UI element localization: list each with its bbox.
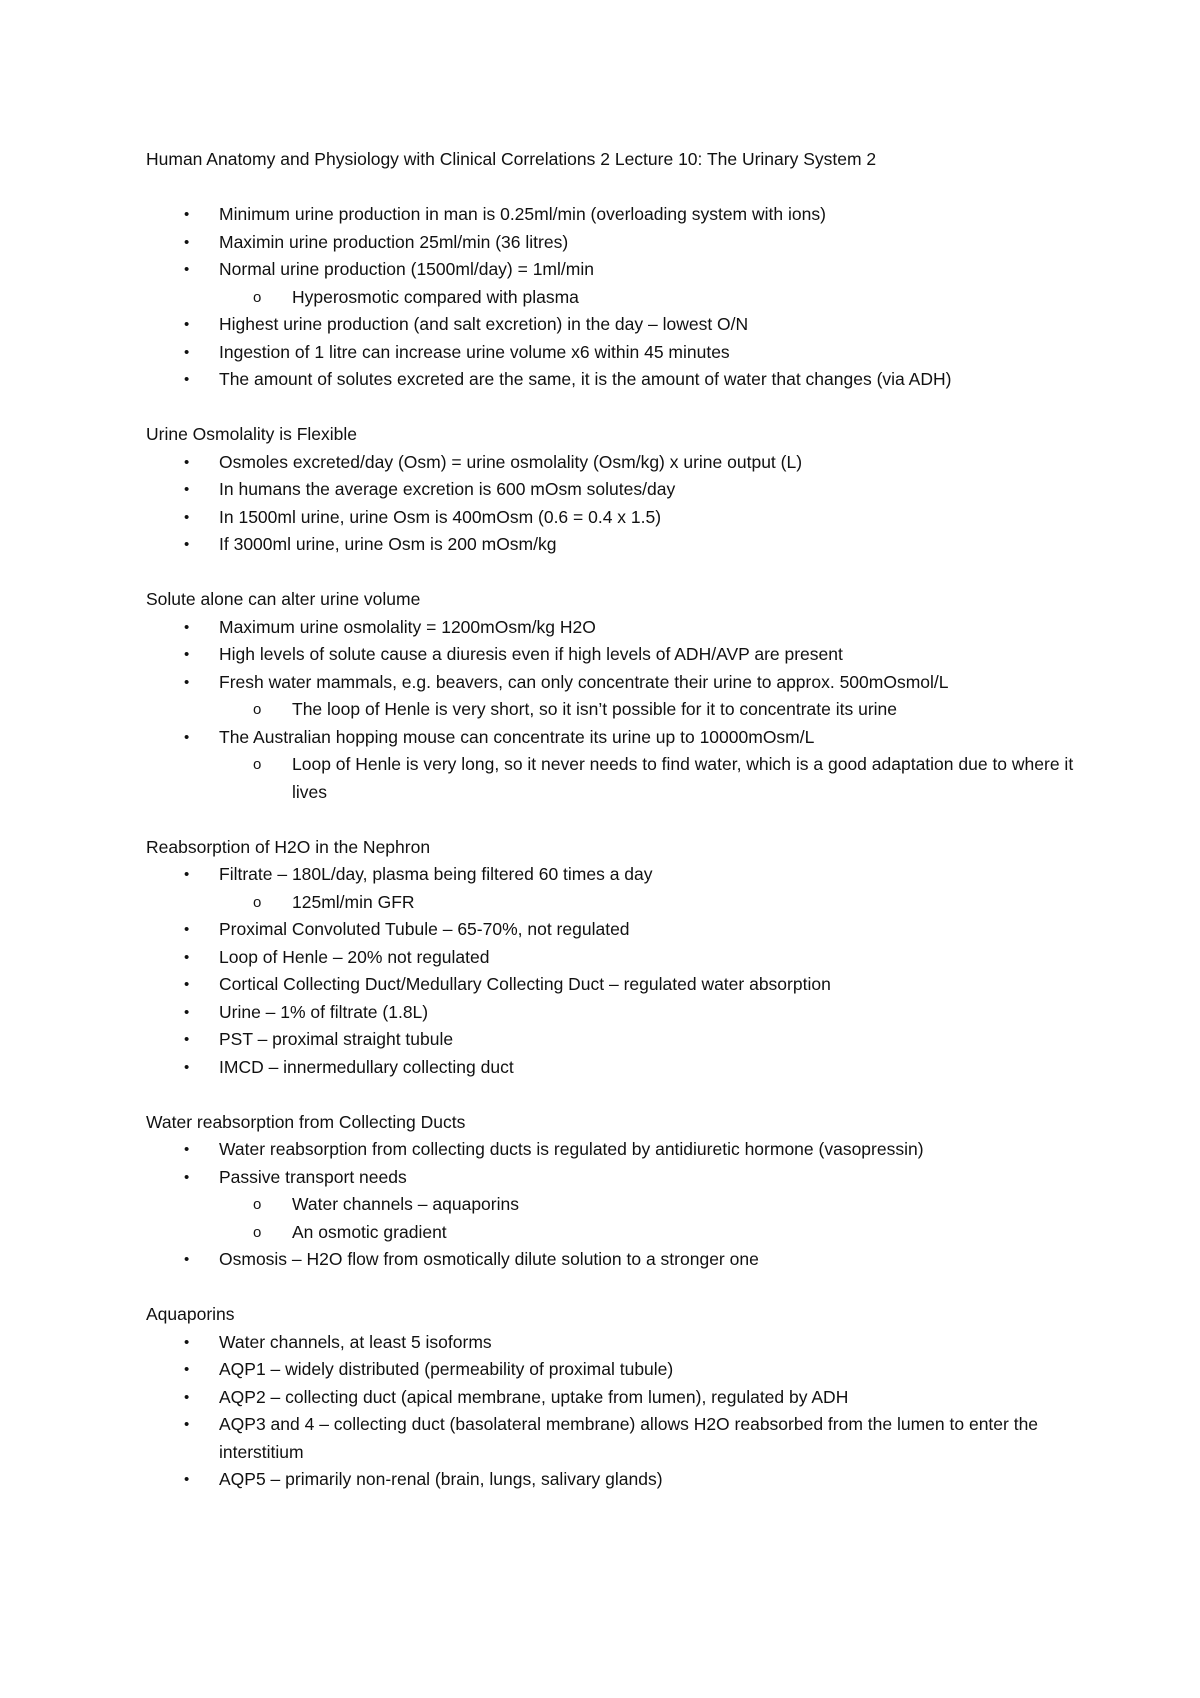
list-item-text: Maximum urine osmolality = 1200mOsm/kg H2O [219,616,596,637]
sections-container [146,201,1076,1494]
list-item [146,229,1076,257]
sub-bullet-list [219,751,1076,806]
list-item [146,1054,1076,1082]
bullet-icon: • [184,1471,190,1488]
bullet-icon: • [184,1416,190,1433]
list-item [146,724,1076,807]
sub-bullet-list [219,696,1076,724]
sub-list-item-text: 125ml/min GFR [292,891,415,912]
list-item [146,1411,1076,1466]
bullet-icon: • [184,261,190,278]
list-item [146,1164,1076,1247]
section-heading: Water reabsorption from Collecting Ducts [146,1111,466,1132]
list-item [146,531,1076,559]
list-item-text: Minimum urine production in man is 0.25ml/min (overloading system with ions) [219,204,826,224]
document-body [146,146,1076,1494]
section [146,1301,1076,1494]
list-item [146,1356,1076,1384]
bullet-icon: • [184,673,190,691]
list-item-text: AQP2 – collecting duct (apical membrane, uptake from lumen), regulated by ADH [219,1386,849,1407]
sub-list-item [219,1219,1076,1247]
bullet-icon: • [184,1361,190,1378]
sub-list-item [219,1191,1076,1219]
list-item [146,476,1076,504]
list-item-text: Ingestion of 1 litre can increase urine volume x6 within 45 minutes [219,341,730,362]
bullet-icon: • [184,206,190,223]
list-item-text: AQP1 – widely distributed (permeability of proximal tubule) [219,1359,674,1379]
bullet-icon: • [184,1168,190,1186]
sub-list-item-text: Loop of Henle is very long, so it never needs to find water, which is a good adaptation due to where it lives [292,754,1074,802]
sub-bullet-list [219,889,1076,917]
sub-list-item-text: The loop of Henle is very short, so it isn’t possible for it to concentrate its urine [292,699,898,719]
list-item [146,449,1076,477]
list-item [146,669,1076,724]
sub-bullet-icon: o [253,756,262,773]
bullet-icon: • [184,1333,190,1351]
list-item [146,311,1076,339]
list-item-text: AQP5 – primarily non-renal (brain, lungs, salivary glands) [219,1469,663,1489]
bullet-icon: • [184,1003,190,1021]
bullet-icon: • [184,646,190,663]
list-item-text: Normal urine production (1500ml/day) = 1ml/min [219,259,594,279]
section [146,1109,1076,1274]
bullet-icon: • [184,343,190,361]
section-heading: Aquaporins [146,1304,235,1324]
list-item-text: In humans the average excretion is 600 mOsm solutes/day [219,479,676,499]
list-item-text: Maximin urine production 25ml/min (36 litres) [219,231,569,252]
list-item-text: Loop of Henle – 20% not regulated [219,946,490,967]
list-item [146,614,1076,642]
bullet-icon: • [184,921,190,938]
sub-list-item [219,751,1076,806]
list-item-text: IMCD – innermedullary collecting duct [219,1056,514,1077]
bullet-list [146,1329,1076,1494]
bullet-icon: • [184,1251,190,1268]
list-item [146,641,1076,669]
list-item-text: Fresh water mammals, e.g. beavers, can only concentrate their urine to approx. 500mOsmol/L [219,671,949,692]
list-item [146,1466,1076,1494]
sub-bullet-list [219,1191,1076,1246]
list-item-text: If 3000ml urine, urine Osm is 200 mOsm/kg [219,534,557,554]
list-item-text: The amount of solutes excreted are the same, it is the amount of water that changes (via ADH) [219,369,952,389]
sub-bullet-icon: o [253,288,262,306]
sub-list-item-text: An osmotic gradient [292,1221,447,1242]
list-item [146,1329,1076,1357]
bullet-icon: • [184,976,190,993]
list-item-text: In 1500ml urine, urine Osm is 400mOsm (0.6 = 0.4 x 1.5) [219,506,662,527]
bullet-icon: • [184,233,190,251]
list-item [146,1026,1076,1054]
list-item-text: Highest urine production (and salt excretion) in the day – lowest O/N [219,314,749,334]
list-item [146,916,1076,944]
bullet-icon: • [184,1031,190,1048]
bullet-list [146,614,1076,807]
bullet-icon: • [184,618,190,636]
bullet-icon: • [184,1388,190,1406]
bullet-icon: • [184,1141,190,1158]
bullet-icon: • [184,508,190,526]
bullet-icon: • [184,536,190,553]
list-item-text: Passive transport needs [219,1166,407,1187]
list-item [146,1384,1076,1412]
sub-list-item-text: Hyperosmotic compared with plasma [292,286,579,307]
sub-list-item [219,696,1076,724]
list-item-text: Urine – 1% of filtrate (1.8L) [219,1001,429,1022]
list-item [146,999,1076,1027]
bullet-list [146,449,1076,559]
bullet-icon: • [184,948,190,966]
list-item [146,256,1076,311]
list-item-text: Osmosis – H2O flow from osmotically dilute solution to a stronger one [219,1249,759,1269]
list-item [146,504,1076,532]
sub-bullet-list [219,284,1076,312]
bullet-icon: • [184,453,190,471]
section [146,421,1076,559]
list-item [146,366,1076,394]
list-item-text: The Australian hopping mouse can concentrate its urine up to 10000mOsm/L [219,726,815,747]
bullet-list [146,201,1076,394]
list-item-text: Filtrate – 180L/day, plasma being filtered 60 times a day [219,864,653,884]
list-item-text: Water channels, at least 5 isoforms [219,1331,492,1352]
list-item [146,1136,1076,1164]
bullet-icon: • [184,316,190,333]
list-item-text: High levels of solute cause a diuresis even if high levels of ADH/AVP are present [219,644,843,664]
list-item [146,339,1076,367]
sub-bullet-icon: o [253,1196,262,1213]
bullet-icon: • [184,371,190,388]
bullet-icon: • [184,481,190,498]
sub-list-item [219,284,1076,312]
bullet-icon: • [184,1058,190,1076]
sub-list-item-text: Water channels – aquaporins [292,1194,519,1214]
list-item-text: PST – proximal straight tubule [219,1029,454,1049]
sub-bullet-icon: o [253,1223,262,1241]
list-item-text: Cortical Collecting Duct/Medullary Collecting Duct – regulated water absorption [219,974,831,994]
list-item [146,201,1076,229]
list-item-text: AQP3 and 4 – collecting duct (basolateral membrane) allows H2O reabsorbed from the lumen to enter the interstitium [219,1414,1039,1462]
list-item [146,1246,1076,1274]
bullet-list [146,1136,1076,1274]
section-heading: Reabsorption of H2O in the Nephron [146,836,431,857]
bullet-icon: • [184,866,190,883]
list-item [146,944,1076,972]
list-item [146,971,1076,999]
section [146,201,1076,394]
sub-list-item [219,889,1076,917]
document-title: Human Anatomy and Physiology with Clinical Correlations 2 Lecture 10: The Urinary System 2 [146,149,877,169]
list-item-text: Osmoles excreted/day (Osm) = urine osmolality (Osm/kg) x urine output (L) [219,451,803,472]
list-item [146,861,1076,916]
section-heading: Urine Osmolality is Flexible [146,424,358,444]
sub-bullet-icon: o [253,701,262,718]
bullet-icon: • [184,728,190,746]
section [146,586,1076,806]
list-item-text: Proximal Convoluted Tubule – 65-70%, not regulated [219,919,630,939]
section [146,834,1076,1082]
sub-bullet-icon: o [253,893,262,911]
list-item-text: Water reabsorption from collecting ducts is regulated by antidiuretic hormone (vasopressin) [219,1139,924,1159]
section-heading: Solute alone can alter urine volume [146,589,421,609]
bullet-list [146,861,1076,1081]
